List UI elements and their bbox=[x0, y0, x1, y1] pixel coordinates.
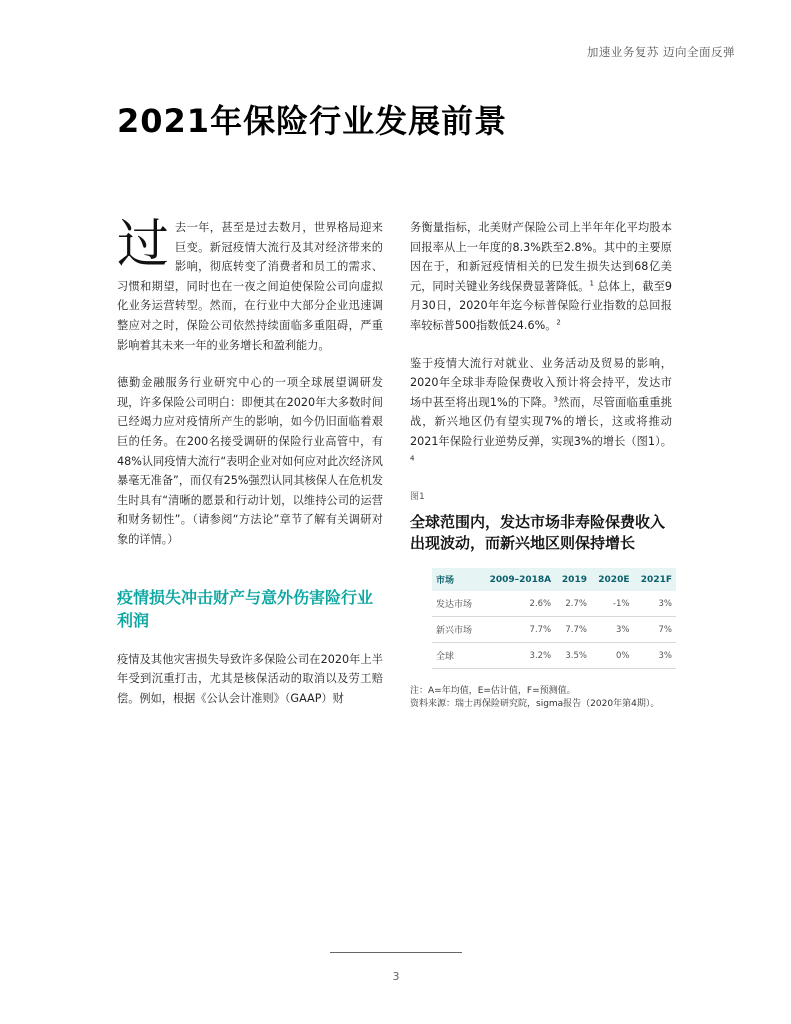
table-cell: 2.7% bbox=[555, 591, 591, 617]
roe-paragraph bbox=[410, 218, 672, 336]
row-label: 全球 bbox=[432, 643, 480, 669]
figure-note-source: 资料来源：瑞士再保险研究院，sigma报告（2020年第4期）。 bbox=[410, 699, 660, 710]
footer-divider bbox=[330, 952, 462, 953]
table-cell: 3% bbox=[591, 617, 634, 643]
premium-text-b: 然而，尽管面临重重挑战，新兴地区仍有望实现7%的增长，这或将推动2021年保险行业逆势反弹，实现3%的增长（图1）。 bbox=[410, 395, 672, 448]
premium-text: 鉴于疫情大流行对就业、业务活动及贸易的影响，2020年全球非寿险保费收入预计将会持平，发达市场中甚至将出现1%的下降。 bbox=[410, 356, 672, 409]
table-cell: 0% bbox=[591, 643, 634, 669]
col-header-2021f: 2021F bbox=[633, 568, 676, 591]
section-heading: 疫情损失冲击财产与意外伤害险行业利润 bbox=[117, 587, 374, 630]
col-header-2020e: 2020E bbox=[591, 568, 634, 591]
table-cell: 3% bbox=[633, 591, 676, 617]
table-cell: 3% bbox=[633, 643, 676, 669]
table-row bbox=[432, 591, 676, 617]
premium-paragraph bbox=[410, 354, 672, 472]
premium-growth-table bbox=[432, 568, 676, 669]
row-label: 发达市场 bbox=[432, 591, 480, 617]
table-row bbox=[432, 643, 676, 669]
footnote-ref-3: 3 bbox=[553, 395, 558, 404]
table-cell: 2.6% bbox=[480, 591, 555, 617]
right-column bbox=[410, 218, 672, 711]
row-label: 新兴市场 bbox=[432, 617, 480, 643]
col-header-market: 市场 bbox=[432, 568, 480, 591]
footnote-ref-4: 4 bbox=[410, 453, 415, 462]
figure-notes bbox=[410, 685, 672, 711]
drop-cap: 过 bbox=[117, 215, 170, 275]
losses-paragraph: 疫情及其他灾害损失导致许多保险公司在2020年上半年受到沉重打击，尤其是核保活动的取消以及劳工赔偿。例如，根据《公认会计准则》（GAAP）财 bbox=[117, 652, 383, 705]
figure-note-abbrev: 注：A=年均值，E=估计值，F=预测值。 bbox=[410, 686, 576, 697]
roe-text: 务衡量指标，北美财产保险公司上半年年化平均股本回报率从上一年度的8.3%跌至2.8%。其中的主要原因在于，和新冠疫情相关的巳发生损失达到68亿美元，同时关键业务线保费显著降低。 bbox=[410, 221, 672, 293]
figure-title: 全球范围内，发达市场非寿险保费收入出现波动，而新兴地区则保持增长 bbox=[410, 513, 666, 553]
table-row bbox=[432, 617, 676, 643]
survey-paragraph: 德勤金融服务行业研究中心的一项全球展望调研发现，许多保险公司明白：即便其在2020年大多数时间已经竭力应对疫情所产生的影响，如今仍旧面临着艰巨的任务。在200名接受调研的保险行业高管中，有48%认同疫情大流行“表明企业对如何应对此次经济风暴毫无准备”，而仅有25%强烈认同其核保人在危机发生时具有“清晰的愿景和行动计划，以维持公司的运营和财务韧性”。（请参阅“方法论”章节了解有关调研对象的详情。） bbox=[117, 376, 383, 546]
intro-paragraph bbox=[117, 215, 383, 355]
table-cell: 7.7% bbox=[555, 617, 591, 643]
col-header-2009-2018: 2009–2018A bbox=[480, 568, 555, 591]
table-cell: 3.2% bbox=[480, 643, 555, 669]
page-number: 3 bbox=[392, 970, 400, 983]
table-cell: 7% bbox=[633, 617, 676, 643]
intro-text: 去一年，甚至是过去数月，世界格局迎来巨变。新冠疫情大流行及其对经济带来的影响，彻底转变了消费者和员工的需求、习惯和期望，同时也在一夜之间迫使保险公司向虚拟化业务运营转型。然而，在行业中大部分企业迅速调整应对之时，保险公司依然持续面临多重阻碍，严重影响着其未来一年的业务增长和盈利能力。 bbox=[117, 221, 383, 352]
table-header-row bbox=[432, 568, 676, 591]
table-cell: -1% bbox=[591, 591, 634, 617]
footnote-ref-1: 1 bbox=[589, 279, 594, 288]
footnote-ref-2: 2 bbox=[556, 318, 561, 327]
running-header: 加速业务复苏 迈向全面反弹 bbox=[586, 45, 735, 59]
col-header-2019: 2019 bbox=[555, 568, 591, 591]
roe-text-b: 总体上，截至9月30日，2020年年迄今标普保险行业指数的总回报率较标普500指数低24.6%。 bbox=[410, 279, 672, 332]
table-cell: 3.5% bbox=[555, 643, 591, 669]
left-column bbox=[117, 215, 383, 708]
page-title: 2021年保险行业发展前景 bbox=[117, 102, 508, 140]
table-cell: 7.7% bbox=[480, 617, 555, 643]
figure-label: 图1 bbox=[410, 492, 425, 503]
